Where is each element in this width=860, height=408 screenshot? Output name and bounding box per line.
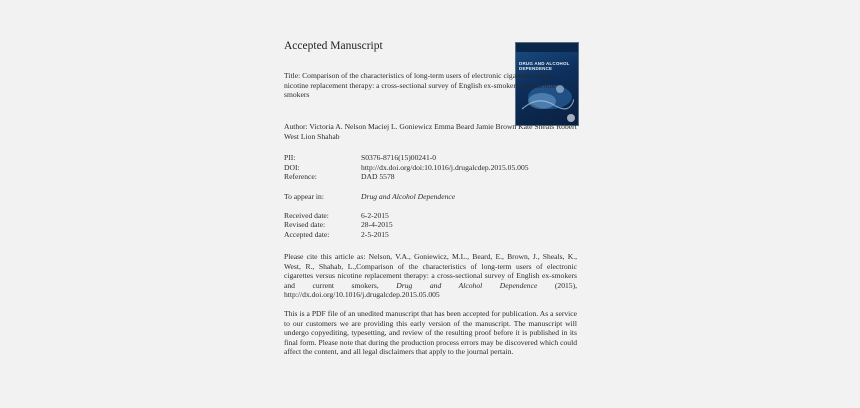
publisher-logo-icon: [567, 114, 575, 122]
disclaimer-paragraph: This is a PDF file of an unedited manuscript that has been accepted for publication. As a service to our customers we are providing this early version of the manuscript. The manuscript will undergo copyediting, typesetting, and review of the resulting proof before it is published in its final form. Please note that during the production process errors may be discovered which could affect the content, and all legal disclaimers that apply to the journal pertain.: [284, 309, 577, 356]
citation-journal: Drug and Alcohol Dependence: [396, 280, 538, 290]
appear-in-label: To appear in:: [284, 192, 324, 201]
doi-value[interactable]: http://dx.doi.org/doi:10.1016/j.drugalcdep.2015.05.005: [361, 163, 529, 172]
accepted-date-value: 2-5-2015: [361, 230, 389, 239]
revised-date-label: Revised date:: [284, 220, 326, 229]
pii-value: S0376-8716(15)00241-0: [361, 153, 437, 162]
doi-label: DOI:: [284, 163, 300, 172]
reference-label: Reference:: [284, 172, 317, 181]
page-title: Accepted Manuscript: [284, 40, 383, 52]
article-authors: Author: Victoria A. Nelson Maciej L. Goniewicz Emma Beard Jamie Brown Kate Sheals Robert West Lion Shahab: [284, 122, 577, 141]
appear-in-journal: Drug and Alcohol Dependence: [361, 192, 456, 201]
cover-top-band: [516, 43, 578, 52]
citation-paragraph: [284, 252, 577, 300]
citation-prefix: Please cite this article as: Nelson, V.A., Goniewicz, M.L., Beard, E., Brown, J., Sheals, K., West, R., Shahab, L.,Comparison of the characteristics of long-term users of electronic cigarettes versus nicotine replacement therapy: a cross-sectional survey of English ex-smokers and current smokers,: [284, 252, 577, 290]
article-title: Title: Comparison of the characteristics of long-term users of electronic cigarettes versus nicotine replacement therapy: a cross-sectional survey of English ex-smokers and current smokers: [284, 71, 556, 99]
citation-suffix: (2015), http://dx.doi.org/10.1016/j.drugalcdep.2015.05.005: [284, 280, 578, 299]
cover-journal-title: DRUG AND ALCOHOL DEPENDENCE: [519, 61, 570, 71]
reference-value: DAD 5578: [361, 172, 395, 181]
received-date-label: Received date:: [284, 211, 329, 220]
accepted-date-label: Accepted date:: [284, 230, 330, 239]
pii-label: PII:: [284, 153, 296, 162]
received-date-value: 6-2-2015: [361, 211, 389, 220]
revised-date-value: 28-4-2015: [361, 220, 393, 229]
